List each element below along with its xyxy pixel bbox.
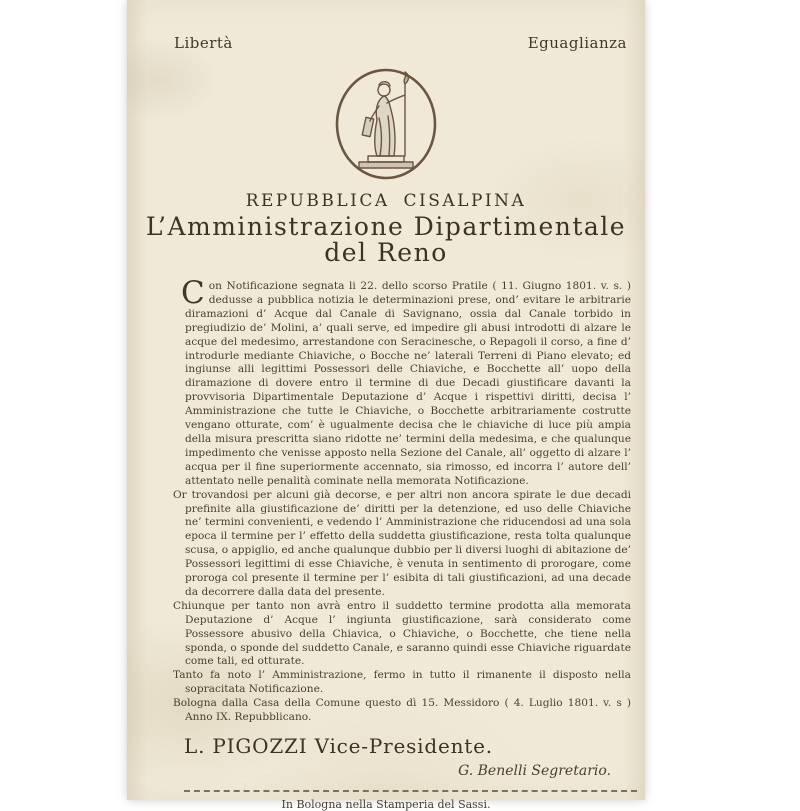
liberty-motto: Libertà [174, 34, 233, 52]
secretary-signature: G. Benelli Segretario. [458, 763, 611, 779]
administration-subtitle: del Reno [324, 238, 448, 267]
dropcap-initial: C [181, 275, 205, 311]
liberty-figure-icon [332, 66, 440, 182]
printer-imprint: In Bologna nella Stamperia del Sassi. [281, 798, 491, 811]
paragraph-text: on Notificazione segnata li 22. dello scorso Pratile ( 11. Giugno 1801. v. s. ) dedusse a pubblica notizia le determinazioni prese, ond’ evitare le arbitrarie diramazioni d’ Acque dal Canale di Savignano, ossia dal Canale torbido in pregiudizio de’ Molini, a’ quali serve, ed impedire gli abusi introdotti di alzare le acque del medesimo, arrestandone con Seracinesche, o Repagoli il corso, a fine d’ introdurle mediante Chiaviche, o Bocche ne’ laterali Terreni di Piano elevato; ed ingiunse alli legittimi Possessori delle Chiaviche, e Bocchette all’ uopo della diramazione di dovere entro il termine di due Decadi giustificare davanti la provvisoria Dipartimentale Deputazione d’ Acque i rispettivi diritti, decisa l’ Amministrazione che tutte le Chiaviche, o Bocchette arbitrariamente costrutte vengano otturate, com’ è ugualmente decisa che le chiaviche di luce più ampia della misura prescritta siano ridotte ne’ termini della medesima, e che qualunque impedimento che venisse apposto nella Sezione del Canale, all’ oggetto di alzare l’ acqua per il fine superiormente accennato, sia rimosso, ed incorra l’ autore dell’ attentato nelle penalità cominate nella memorata Notificazione. [185, 280, 631, 487]
body-paragraph: Bologna dalla Casa della Comune questo dì 15. Messidoro ( 4. Luglio 1801. v. s ) Anno IX. Repubblicano. [173, 697, 631, 724]
administration-title: L’Amministrazione Dipartimentale [145, 212, 627, 241]
proclamation-body [127, 275, 645, 725]
body-paragraph: Or trovandosi per alcuni già decorse, e per altri non ancora spirate le due decadi prefinite alla giustificazione de’ diritti per la detenzione, ed uso delle Chiaviche ne’ termini convenienti, e vedendo l’ Amministrazione che riducendosi ad una sola epoca il termine per l’ effetto della suddetta giustificazione, resta tolta qualunque scusa, o appiglio, ed anche qualunque dubbio per li diversi luoghi di abitazione de’ Possessori legittimi di esse Chiaviche, è venuta in sentimento di prorogare, come proroga col presente il termine per l’ esibita di tali giustificazioni, ad una decade da decorrere dalla data del presente. [173, 488, 631, 598]
republic-title: REPUBBLICA CISALPINA [245, 191, 527, 211]
vice-president-signature: L. PIGOZZI Vice-Presidente. [184, 734, 493, 758]
body-paragraph: Tanto fa noto l’ Amministrazione, fermo in tutto il rimanente il disposto nella sopracitata Notificazione. [173, 669, 631, 696]
body-paragraph [181, 275, 631, 489]
equality-motto: Eguaglianza [527, 34, 627, 52]
motto-row [127, 0, 645, 52]
republic-seal [127, 66, 645, 182]
body-paragraph: Chiunque per tanto non avrà entro il suddetto termine prodotta alla memorata Deputazione d’ Acque l’ ingiunta giustificazione, sarà considerato come Possessore abusivo della Chiavica, o Chiaviche, o Bocchette, che tiene nella sponda, o sponde del suddetto Canale, e saranno quindi esse Chiaviche riguardate come tali, ed otturate. [173, 599, 631, 668]
document-paper [127, 0, 645, 811]
divider-rule [184, 790, 637, 792]
